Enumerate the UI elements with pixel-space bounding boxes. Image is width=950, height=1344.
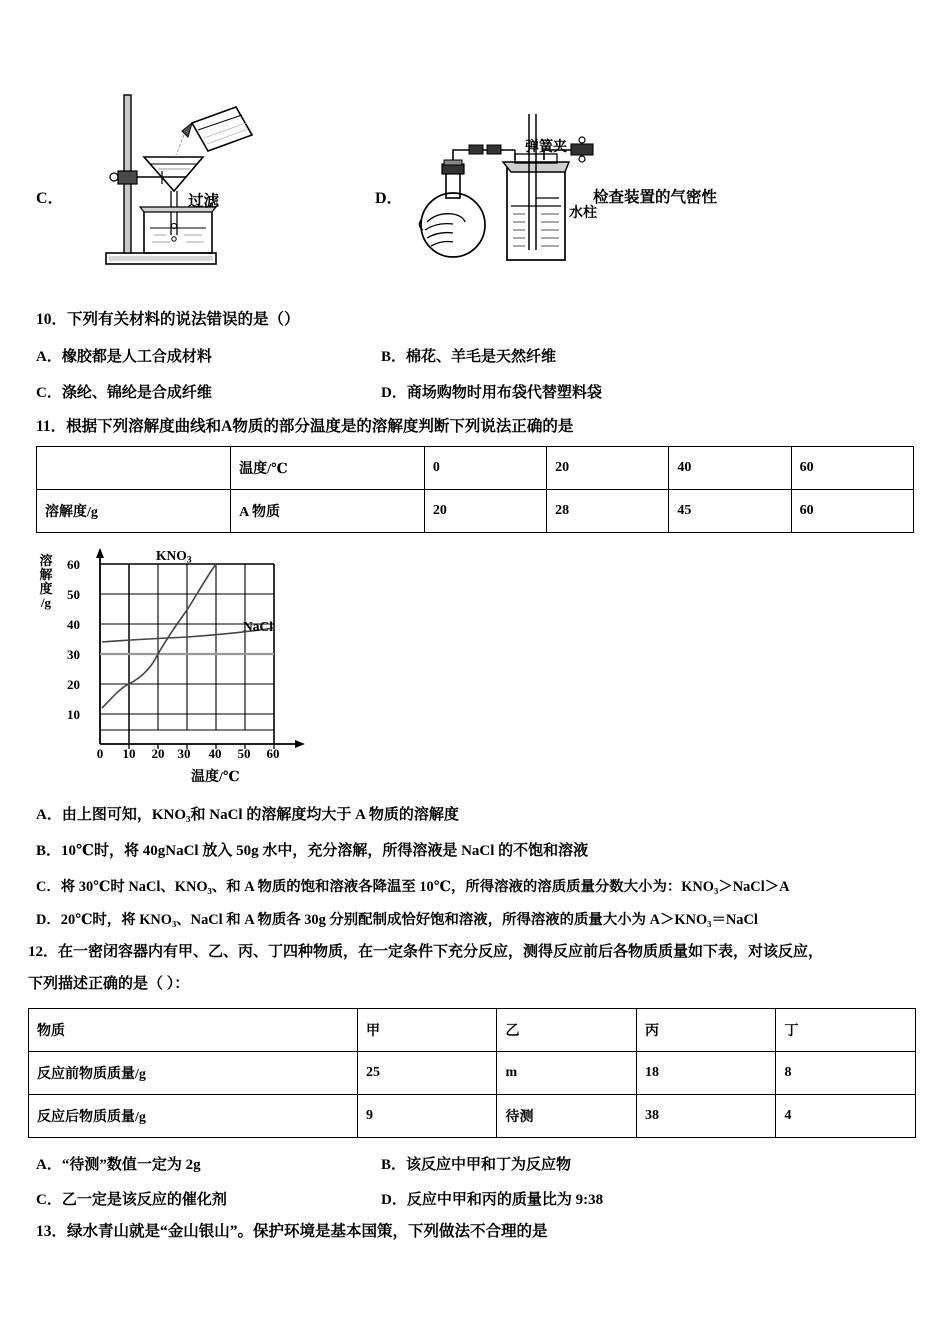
q10-option-a-label: A． <box>36 349 62 365</box>
y-tick-40: 40 <box>67 617 80 632</box>
solubility-table-temp-20: 20 <box>547 447 669 490</box>
filtration-apparatus-icon <box>66 85 266 275</box>
q12-option-a[interactable] <box>36 1153 201 1174</box>
q12-option-c-label: C． <box>36 1192 62 1208</box>
solubility-value-0: 20 <box>424 490 546 533</box>
q12-option-a-label: A． <box>36 1157 62 1173</box>
q12-option-b[interactable] <box>381 1153 571 1174</box>
chart-plot-area <box>86 548 326 758</box>
q10-option-d[interactable] <box>381 381 602 402</box>
reaction-after-jia: 9 <box>357 1095 497 1138</box>
y-axis-label-char-1: 溶 <box>39 553 53 568</box>
solubility-table-blank-cell <box>37 447 231 490</box>
solubility-table-temp-40: 40 <box>669 447 791 490</box>
reaction-after-label: 反应后物质质量/g <box>29 1095 358 1138</box>
reaction-table-header-yi: 乙 <box>497 1009 637 1052</box>
q10-option-b-text: 棉花、羊毛是天然纤维 <box>406 349 557 365</box>
chart-x-axis-label: 温度/℃ <box>191 770 240 785</box>
q11-option-b-text: 10℃时，将 40gNaCl 放入 50g 水中，充分溶解，所得溶液是 NaCl 的不饱和溶液 <box>61 843 589 859</box>
q11-option-b-label: B． <box>36 843 62 859</box>
y-axis-label-char-4: /g <box>40 595 52 611</box>
q10-option-c-text: 涤纶、锦纶是合成纤维 <box>61 385 212 401</box>
table-row <box>29 1095 916 1138</box>
water-column-label: 水柱 <box>569 206 597 221</box>
choice-d-block <box>375 110 895 275</box>
series-label-nacl: NaCl <box>243 619 273 634</box>
solubility-table-temp-header: 温度/℃ <box>231 447 425 490</box>
reaction-before-label: 反应前物质质量/g <box>29 1052 358 1095</box>
reaction-before-bing: 18 <box>636 1052 776 1095</box>
y-tick-50: 50 <box>67 587 80 602</box>
q10-option-b[interactable] <box>381 345 556 366</box>
q10-option-d-label: D． <box>381 385 407 401</box>
table-row <box>29 1052 916 1095</box>
q10-option-a-text: 橡胶都是人工合成材料 <box>61 349 212 365</box>
x-tick-60: 60 <box>266 746 280 761</box>
table-row <box>37 490 914 533</box>
x-tick-0: 0 <box>96 746 104 761</box>
solubility-table-temp-60: 60 <box>791 447 913 490</box>
x-tick-20: 20 <box>151 746 165 761</box>
solubility-table-row-label: 溶解度/g <box>37 490 231 533</box>
reaction-after-ding: 4 <box>776 1095 916 1138</box>
reaction-after-yi: 待测 <box>497 1095 637 1138</box>
q12-option-a-text: “待测”数值一定为 2g <box>61 1157 201 1173</box>
q11-option-a-text: 由上图可知，KNO₃和 NaCl 的溶解度均大于 A 物质的溶解度 <box>61 807 459 823</box>
x-tick-40: 40 <box>208 746 222 761</box>
question-12-stem-line2: 下列描述正确的是（ ）： <box>28 976 190 992</box>
question-11-stem: 11．根据下列溶解度曲线和A物质的部分温度是的溶解度判断下列说法正确的是 <box>36 418 574 435</box>
solubility-value-40: 45 <box>669 490 791 533</box>
q12-option-c-text: 乙一定是该反应的催化剂 <box>61 1192 227 1208</box>
q11-option-d-label: D． <box>36 912 61 928</box>
solubility-curve-chart <box>36 548 326 788</box>
choice-c-label: C． <box>36 190 64 207</box>
q11-option-c-label: C． <box>36 879 61 895</box>
reaction-mass-table <box>28 1008 916 1138</box>
series-label-kno3: $KNO_3$ <box>156 548 192 566</box>
q11-option-c[interactable] <box>36 875 789 896</box>
choice-d-caption: 检查装置的气密性 <box>593 189 718 206</box>
choice-c-caption: 过滤 <box>188 193 220 210</box>
choice-c-block <box>36 85 376 275</box>
choice-d-label: D． <box>375 190 403 207</box>
y-tick-10: 10 <box>67 707 80 722</box>
reaction-before-ding: 8 <box>776 1052 916 1095</box>
solubility-table-temp-0: 0 <box>424 447 546 490</box>
x-tick-50: 50 <box>237 746 251 761</box>
q11-option-b[interactable] <box>36 839 588 860</box>
x-tick-10: 10 <box>122 746 136 761</box>
table-row <box>29 1009 916 1052</box>
y-tick-30: 30 <box>67 647 80 662</box>
solubility-table <box>36 446 914 533</box>
q12-option-b-text: 该反应中甲和丁为反应物 <box>406 1157 572 1173</box>
solubility-value-20: 28 <box>547 490 669 533</box>
q12-option-d-label: D． <box>381 1192 407 1208</box>
q10-option-c[interactable] <box>36 381 212 402</box>
q10-option-c-label: C． <box>36 385 62 401</box>
q12-option-d[interactable] <box>381 1188 603 1209</box>
y-axis-label-char-3: 度 <box>39 581 53 597</box>
reaction-table-header-bing: 丙 <box>636 1009 776 1052</box>
q12-option-d-text: 反应中甲和丙的质量比为 9:38 <box>406 1192 604 1208</box>
q11-option-d[interactable] <box>36 908 758 929</box>
q12-option-b-label: B． <box>381 1157 407 1173</box>
q10-option-d-text: 商场购物时用布袋代替塑料袋 <box>406 385 602 401</box>
q10-option-b-label: B． <box>381 349 407 365</box>
chart-y-axis-label <box>38 554 54 610</box>
y-tick-20: 20 <box>67 677 80 692</box>
solubility-value-60: 60 <box>791 490 913 533</box>
spring-clip-label: 弹簧夹 <box>525 140 567 155</box>
reaction-table-header-substance: 物质 <box>29 1009 358 1052</box>
reaction-table-header-ding: 丁 <box>776 1009 916 1052</box>
reaction-table-header-jia: 甲 <box>357 1009 497 1052</box>
q11-option-a-label: A． <box>36 807 62 823</box>
question-12-stem-line1: 12．在一密闭容器内有甲、乙、丙、丁四种物质，在一定条件下充分反应，测得反应前后各物质质量如下表，对该反应， <box>28 944 824 960</box>
y-tick-60: 60 <box>67 557 80 572</box>
question-10-stem: 10．下列有关材料的说法错误的是（） <box>36 311 300 328</box>
q11-option-d-text: 20℃时，将 KNO₃、NaCl 和 A 物质各 30g 分别配制成恰好饱和溶液，所得溶液的质量大小为 A＞KNO₃＝NaCl <box>60 912 758 928</box>
q11-option-a[interactable] <box>36 803 459 824</box>
reaction-before-yi: m <box>497 1052 637 1095</box>
reaction-before-jia: 25 <box>357 1052 497 1095</box>
solubility-table-substance-a: A 物质 <box>231 490 425 533</box>
q11-option-c-text: 将 30℃时 NaCl、KNO₃、和 A 物质的饱和溶液各降温至 10℃，所得溶液的溶质质量分数大小为：KNO₃＞NaCl＞A <box>60 879 790 895</box>
table-row <box>37 447 914 490</box>
question-13-stem: 13．绿水青山就是“金山银山”。保护环境是基本国策，下列做法不合理的是 <box>36 1223 548 1240</box>
q12-option-c[interactable] <box>36 1188 227 1209</box>
q10-option-a[interactable] <box>36 345 212 366</box>
y-axis-label-char-2: 解 <box>39 567 53 583</box>
reaction-after-bing: 38 <box>636 1095 776 1138</box>
x-tick-30: 30 <box>177 746 191 761</box>
